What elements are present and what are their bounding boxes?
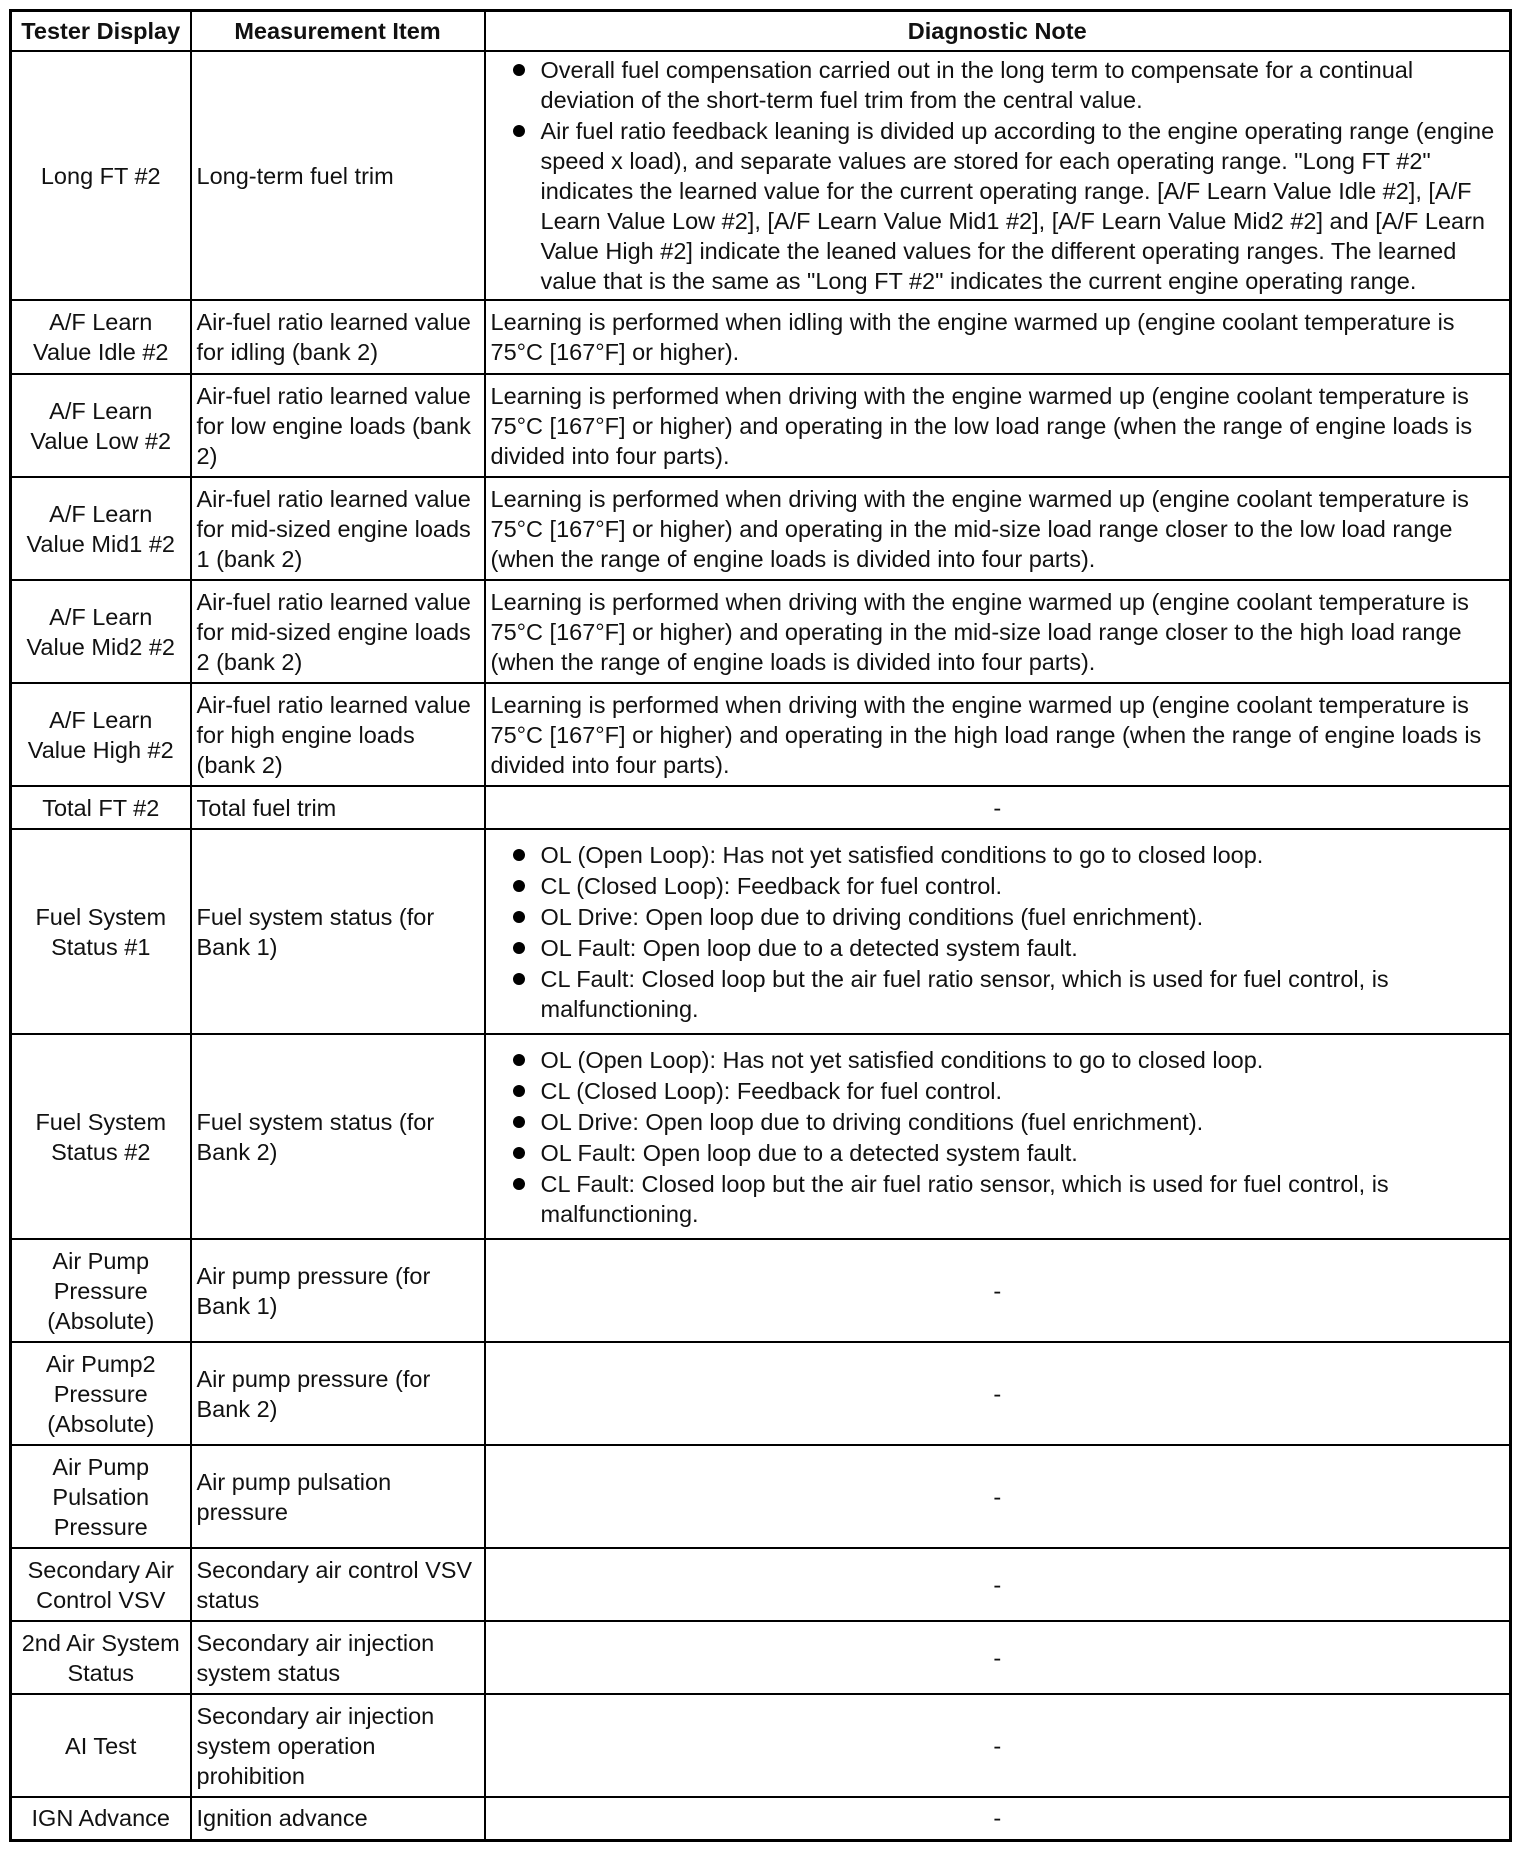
table-row — [11, 786, 1511, 829]
table-row — [11, 1239, 1511, 1342]
measurement-item-cell: Air-fuel ratio learned value for high engine loads (bank 2) — [191, 683, 485, 786]
header-tester-display: Tester Display — [11, 11, 191, 52]
diagnostic-note-cell: - — [485, 1239, 1511, 1342]
diagnostic-note-cell: - — [485, 1694, 1511, 1797]
diagnostic-note-cell: - — [485, 1342, 1511, 1445]
tester-display-cell: Total FT #2 — [11, 786, 191, 829]
diagnostic-note-cell: - — [485, 786, 1511, 829]
measurement-item-cell: Air-fuel ratio learned value for idling (bank 2) — [191, 300, 485, 374]
tester-display-cell: Air Pump Pressure (Absolute) — [11, 1239, 191, 1342]
measurement-item-cell: Air-fuel ratio learned value for mid-sized engine loads 1 (bank 2) — [191, 477, 485, 580]
table-row — [11, 829, 1511, 1034]
diagnostic-note-cell — [485, 829, 1511, 1034]
diagnostic-note-cell: - — [485, 1621, 1511, 1694]
measurement-item-cell: Air-fuel ratio learned value for mid-sized engine loads 2 (bank 2) — [191, 580, 485, 683]
table-row — [11, 374, 1511, 477]
note-bullet: OL Fault: Open loop due to a detected system fault. — [491, 933, 1505, 963]
note-bullet: OL Drive: Open loop due to driving conditions (fuel enrichment). — [491, 902, 1505, 932]
measurement-item-cell: Air pump pulsation pressure — [191, 1445, 485, 1548]
diagnostic-data-table — [9, 9, 1512, 1842]
tester-display-cell: Air Pump2 Pressure (Absolute) — [11, 1342, 191, 1445]
diagnostic-note-cell: Learning is performed when driving with the engine warmed up (engine coolant temperature is 75°C [167°F] or higher) and operating in the high load range (when the range of engine loads is divided into four parts). — [485, 683, 1511, 786]
table-row — [11, 1621, 1511, 1694]
tester-display-cell: Secondary Air Control VSV — [11, 1548, 191, 1621]
tester-display-cell: Fuel System Status #2 — [11, 1034, 191, 1239]
tester-display-cell: A/F Learn Value Mid1 #2 — [11, 477, 191, 580]
table-row — [11, 51, 1511, 300]
measurement-item-cell: Secondary air control VSV status — [191, 1548, 485, 1621]
note-bullet: OL (Open Loop): Has not yet satisfied conditions to go to closed loop. — [491, 840, 1505, 870]
diagnostic-note-cell: Learning is performed when idling with the engine warmed up (engine coolant temperature is 75°C [167°F] or higher). — [485, 300, 1511, 374]
diagnostic-table-sheet — [9, 9, 1509, 1842]
measurement-item-cell: Secondary air injection system operation prohibition — [191, 1694, 485, 1797]
table-header-row — [11, 11, 1511, 52]
measurement-item-cell: Fuel system status (for Bank 2) — [191, 1034, 485, 1239]
table-row — [11, 300, 1511, 374]
header-diagnostic-note: Diagnostic Note — [485, 11, 1511, 52]
diagnostic-note-cell: - — [485, 1548, 1511, 1621]
diagnostic-note-cell: - — [485, 1797, 1511, 1840]
measurement-item-cell: Air-fuel ratio learned value for low engine loads (bank 2) — [191, 374, 485, 477]
measurement-item-cell: Air pump pressure (for Bank 2) — [191, 1342, 485, 1445]
measurement-item-cell: Air pump pressure (for Bank 1) — [191, 1239, 485, 1342]
note-bullet: Air fuel ratio feedback leaning is divided up according to the engine operating range (engine speed x load), and separate values are stored for each operating range. "Long FT #2" indicates the learned value for the current operating range. [A/F Learn Value Idle #2], [A/F Learn Value Low #2], [A/F Learn Value Mid1 #2], [A/F Learn Value Mid2 #2] and [A/F Learn Value High #2] indicate the leaned values for the different operating ranges. The learned value that is the same as "Long FT #2" indicates the current engine operating range. — [491, 116, 1505, 296]
measurement-item-cell: Total fuel trim — [191, 786, 485, 829]
table-row — [11, 1445, 1511, 1548]
table-row — [11, 1694, 1511, 1797]
diagnostic-note-cell: - — [485, 1445, 1511, 1548]
note-bullet: CL Fault: Closed loop but the air fuel ratio sensor, which is used for fuel control, is malfunctioning. — [491, 964, 1505, 1024]
note-bullet-list — [491, 840, 1505, 1024]
diagnostic-note-cell: Learning is performed when driving with the engine warmed up (engine coolant temperature is 75°C [167°F] or higher) and operating in the mid-size load range closer to the high load range (when the range of engine loads is divided into four parts). — [485, 580, 1511, 683]
table-row — [11, 1342, 1511, 1445]
note-bullet-list — [491, 55, 1505, 296]
table-row — [11, 1797, 1511, 1840]
measurement-item-cell: Fuel system status (for Bank 1) — [191, 829, 485, 1034]
measurement-item-cell: Long-term fuel trim — [191, 51, 485, 300]
table-row — [11, 683, 1511, 786]
tester-display-cell: Air Pump Pulsation Pressure — [11, 1445, 191, 1548]
note-bullet: CL (Closed Loop): Feedback for fuel control. — [491, 1076, 1505, 1106]
note-bullet: Overall fuel compensation carried out in the long term to compensate for a continual deviation of the short-term fuel trim from the central value. — [491, 55, 1505, 115]
diagnostic-note-cell: Learning is performed when driving with the engine warmed up (engine coolant temperature is 75°C [167°F] or higher) and operating in the low load range (when the range of engine loads is divided into four parts). — [485, 374, 1511, 477]
tester-display-cell: AI Test — [11, 1694, 191, 1797]
diagnostic-note-cell — [485, 51, 1511, 300]
note-bullet: OL Fault: Open loop due to a detected system fault. — [491, 1138, 1505, 1168]
header-measurement-item: Measurement Item — [191, 11, 485, 52]
tester-display-cell: A/F Learn Value Mid2 #2 — [11, 580, 191, 683]
measurement-item-cell: Ignition advance — [191, 1797, 485, 1840]
diagnostic-note-cell — [485, 1034, 1511, 1239]
note-bullet: CL Fault: Closed loop but the air fuel ratio sensor, which is used for fuel control, is malfunctioning. — [491, 1169, 1505, 1229]
tester-display-cell: 2nd Air System Status — [11, 1621, 191, 1694]
tester-display-cell: IGN Advance — [11, 1797, 191, 1840]
note-bullet: CL (Closed Loop): Feedback for fuel control. — [491, 871, 1505, 901]
table-row — [11, 477, 1511, 580]
tester-display-cell: A/F Learn Value Low #2 — [11, 374, 191, 477]
table-row — [11, 1034, 1511, 1239]
note-bullet: OL (Open Loop): Has not yet satisfied conditions to go to closed loop. — [491, 1045, 1505, 1075]
note-bullet-list — [491, 1045, 1505, 1229]
tester-display-cell: Fuel System Status #1 — [11, 829, 191, 1034]
measurement-item-cell: Secondary air injection system status — [191, 1621, 485, 1694]
table-row — [11, 1548, 1511, 1621]
note-bullet: OL Drive: Open loop due to driving conditions (fuel enrichment). — [491, 1107, 1505, 1137]
tester-display-cell: A/F Learn Value Idle #2 — [11, 300, 191, 374]
table-row — [11, 580, 1511, 683]
diagnostic-note-cell: Learning is performed when driving with the engine warmed up (engine coolant temperature is 75°C [167°F] or higher) and operating in the mid-size load range closer to the low load range (when the range of engine loads is divided into four parts). — [485, 477, 1511, 580]
tester-display-cell: A/F Learn Value High #2 — [11, 683, 191, 786]
tester-display-cell: Long FT #2 — [11, 51, 191, 300]
